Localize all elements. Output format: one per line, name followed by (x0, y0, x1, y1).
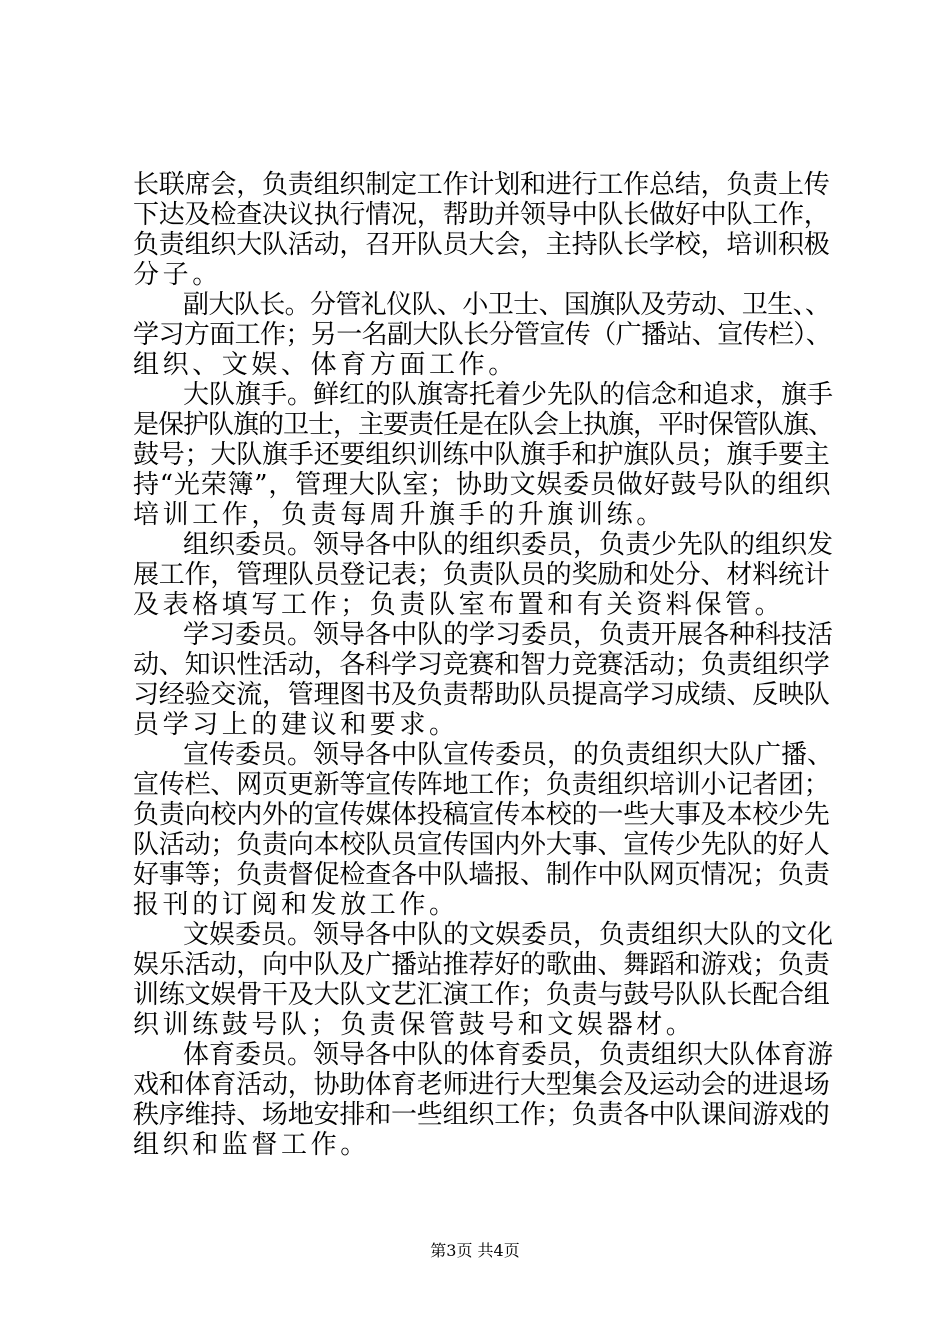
text-line: 负责向校内外的宣传媒体投稿宣传本校的一些大事及本校少先 (133, 800, 830, 830)
text-line: 展工作，管理队员登记表；负责队员的奖励和处分、材料统计 (133, 560, 830, 590)
text-line: 及表格填写工作；负责队室布置和有关资料保管。 (133, 590, 785, 620)
text-line: 培训工作，负责每周升旗手的升旗训练。 (133, 500, 666, 530)
text-line: 分子。 (133, 260, 222, 290)
text-line: 组织、文娱、体育方面工作。 (133, 350, 518, 380)
text-line: 报刊的订阅和发放工作。 (133, 890, 459, 920)
paragraph-first-line: 组织委员。领导各中队的组织委员，负责少先队的组织发 (183, 530, 834, 560)
text-line: 学习方面工作；另一名副大队长分管宣传（广播站、宣传栏）、 (133, 320, 832, 350)
paragraph-first-line: 副大队长。分管礼仪队、小卫士、国旗队及劳动、卫生、、 (183, 290, 831, 320)
text-line: 长联席会，负责组织制定工作计划和进行工作总结，负责上传 (133, 170, 830, 200)
text-line: 下达及检查决议执行情况，帮助并领导中队长做好中队工作， (133, 200, 830, 230)
text-line: 习经验交流，管理图书及负责帮助队员提高学习成绩、反映队 (133, 680, 830, 710)
paragraph-first-line: 宣传委员。领导各中队宣传委员，的负责组织大队广播、 (183, 740, 834, 770)
text-line: 持“光荣簿”，管理大队室；协助文娱委员做好鼓号队的组织 (133, 470, 832, 500)
text-line: 员学习上的建议和要求。 (133, 710, 459, 740)
paragraph-first-line: 文娱委员。领导各中队的文娱委员，负责组织大队的文化 (183, 920, 834, 950)
text-line: 队活动；负责向本校队员宣传国内外大事、宣传少先队的好人 (133, 830, 830, 860)
paragraph-first-line: 大队旗手。鲜红的队旗寄托着少先队的信念和追求，旗手 (183, 380, 834, 410)
paragraph-first-line: 体育委员。领导各中队的体育委员，负责组织大队体育游 (183, 1040, 834, 1070)
text-line: 好事等；负责督促检查各中队墙报、制作中队网页情况；负责 (133, 860, 830, 890)
text-line: 宣传栏、网页更新等宣传阵地工作；负责组织培训小记者团； (133, 770, 830, 800)
text-line: 织训练鼓号队；负责保管鼓号和文娱器材。 (133, 1010, 696, 1040)
text-line: 组织和监督工作。 (133, 1130, 370, 1160)
text-line: 负责组织大队活动，召开队员大会，主持队长学校，培训积极 (133, 230, 830, 260)
text-line: 娱乐活动，向中队及广播站推荐好的歌曲、舞蹈和游戏；负责 (133, 950, 830, 980)
text-line: 秩序维持、场地安排和一些组织工作；负责各中队课间游戏的 (133, 1100, 830, 1130)
text-line: 鼓号；大队旗手还要组织训练中队旗手和护旗队员；旗手要主 (133, 440, 830, 470)
paragraph-first-line: 学习委员。领导各中队的学习委员，负责开展各种科技活 (183, 620, 834, 650)
document-body (133, 170, 833, 1160)
text-line: 训练文娱骨干及大队文艺汇演工作；负责与鼓号队队长配合组 (133, 980, 830, 1010)
text-line: 戏和体育活动，协助体育老师进行大型集会及运动会的进退场 (133, 1070, 830, 1100)
page-number-footer: 第3页 共4页 (430, 1241, 520, 1260)
text-line: 是保护队旗的卫士，主要责任是在队会上执旗，平时保管队旗、 (133, 410, 834, 440)
text-line: 动、知识性活动，各科学习竞赛和智力竞赛活动；负责组织学 (133, 650, 830, 680)
